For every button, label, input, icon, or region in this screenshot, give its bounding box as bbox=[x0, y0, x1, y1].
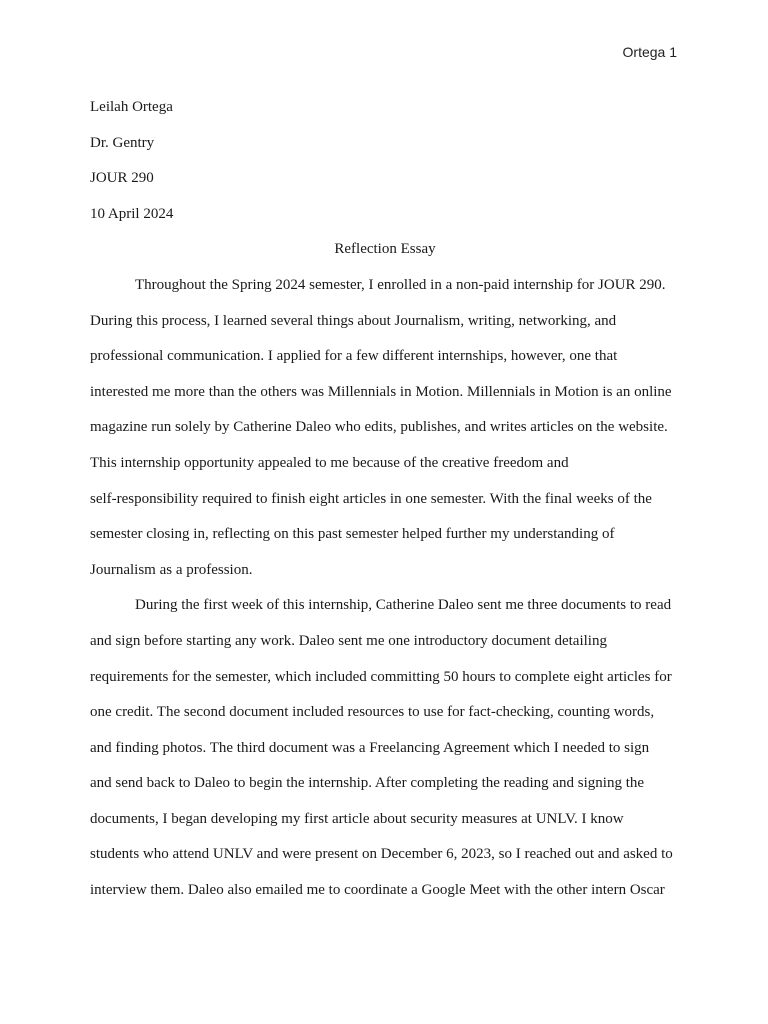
paragraph-line: This internship opportunity appealed to me because of the creative freedom and bbox=[90, 454, 569, 471]
instructor-name: Dr. Gentry bbox=[90, 134, 155, 151]
paragraph-line: interested me more than the others was Millennials in Motion. Millennials in Motion is an online bbox=[90, 383, 672, 400]
author-name: Leilah Ortega bbox=[90, 99, 173, 115]
paragraph-line: magazine run solely by Catherine Daleo who edits, publishes, and writes articles on the website. bbox=[90, 419, 668, 436]
paragraph-1 bbox=[90, 268, 680, 588]
paragraph-line: documents, I began developing my first article about security measures at UNLV. I know bbox=[90, 810, 624, 827]
essay-title: Reflection Essay bbox=[334, 241, 436, 258]
essay-body bbox=[90, 90, 680, 909]
course-code: JOUR 290 bbox=[90, 170, 154, 187]
paragraph-line: professional communication. I applied for a few different internships, however, one that bbox=[90, 348, 618, 365]
paragraph-line: students who attend UNLV and were present on December 6, 2023, so I reached out and asked to bbox=[90, 846, 673, 863]
paragraph-line: semester closing in, reflecting on this past semester helped further my understanding of bbox=[90, 526, 615, 543]
paragraph-line: During this process, I learned several things about Journalism, writing, networking, and bbox=[90, 312, 617, 329]
essay-date: 10 April 2024 bbox=[90, 205, 174, 222]
running-head-page-number: Ortega 1 bbox=[622, 44, 677, 60]
paragraph-line: interview them. Daleo also emailed me to coordinate a Google Meet with the other intern Oscar bbox=[90, 882, 665, 899]
paragraph-line: and finding photos. The third document was a Freelancing Agreement which I needed to sign bbox=[90, 739, 650, 756]
paragraph-line: During the first week of this internship, Catherine Daleo sent me three documents to read bbox=[135, 597, 672, 614]
paragraph-line: Journalism as a profession. bbox=[90, 561, 253, 578]
paragraph-line: self-responsibility required to finish eight articles in one semester. With the final weeks of the bbox=[90, 490, 652, 507]
paragraph-line: requirements for the semester, which included committing 50 hours to complete eight articles for bbox=[90, 668, 672, 685]
paragraph-2 bbox=[90, 588, 680, 908]
paragraph-line: and sign before starting any work. Daleo sent me one introductory document detailing bbox=[90, 632, 607, 649]
paragraph-line: and send back to Daleo to begin the internship. After completing the reading and signing the bbox=[90, 775, 645, 792]
paragraph-line: one credit. The second document included resources to use for fact-checking, counting words, bbox=[90, 704, 655, 721]
paragraph-line: Throughout the Spring 2024 semester, I enrolled in a non-paid internship for JOUR 290. bbox=[135, 276, 666, 293]
